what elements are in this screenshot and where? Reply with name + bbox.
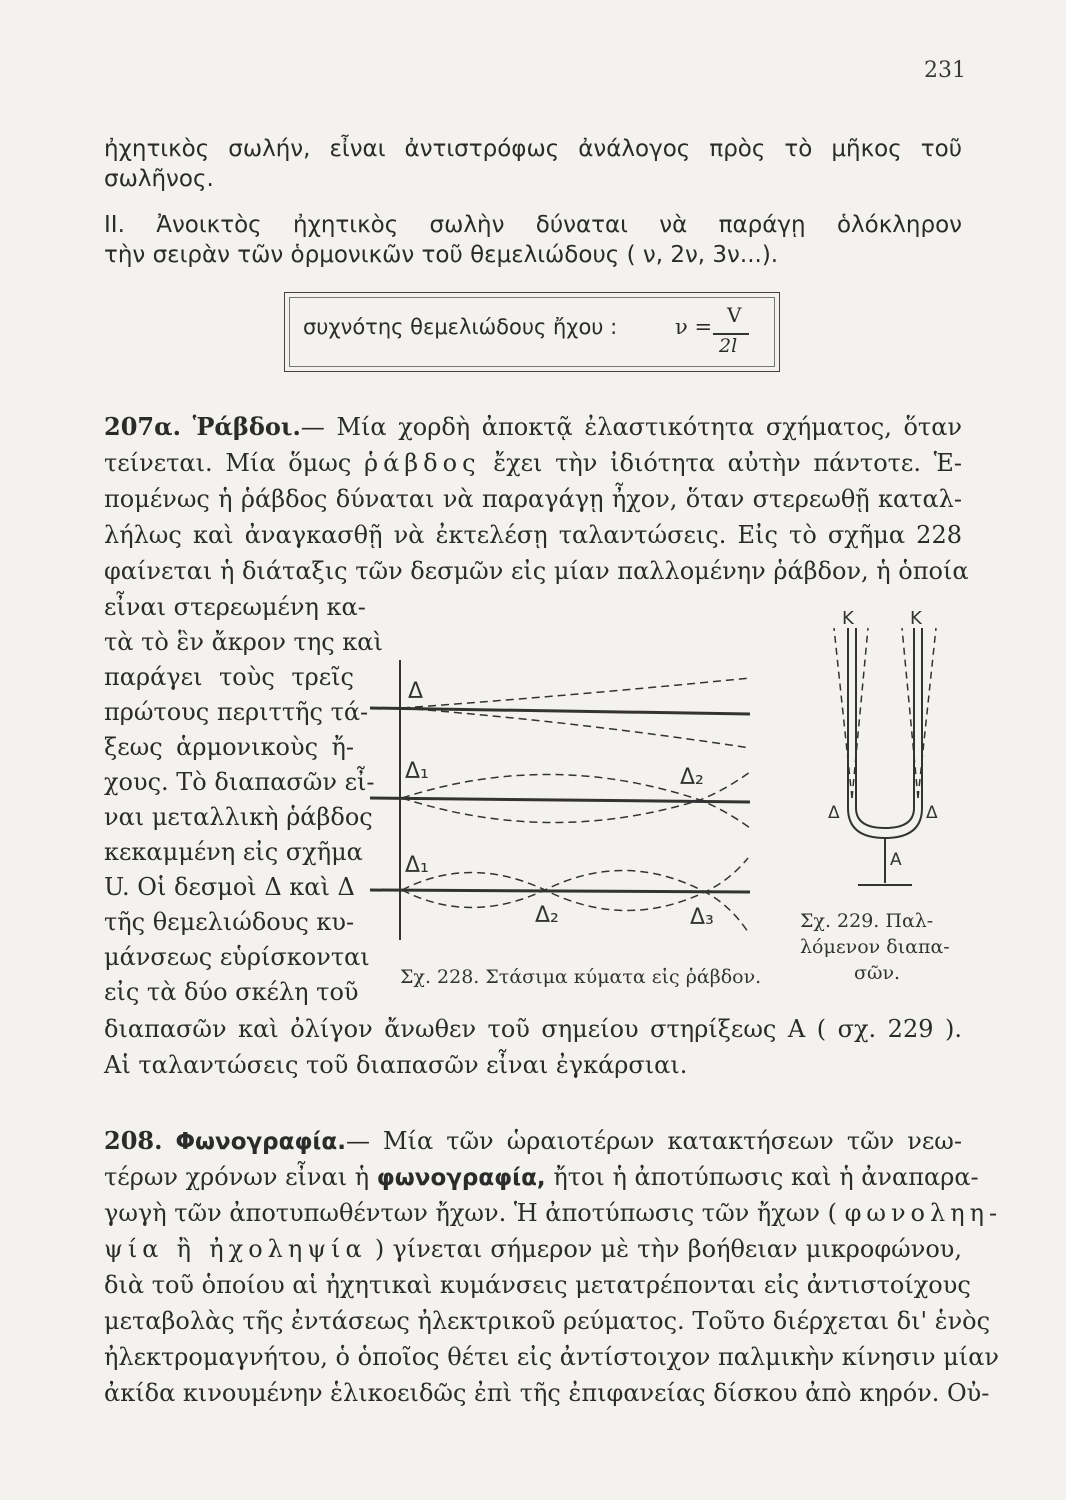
figure-229-caption-line-1: Σχ. 229. Παλ- xyxy=(800,910,934,932)
label-delta1-bot: Δ₁ xyxy=(405,853,429,878)
section-208-spaced-2: ψία ἢ ἠχοληψία xyxy=(104,1235,367,1263)
fork-left-vib-outer xyxy=(834,628,852,798)
narrow-line-4: πρώτους περιττῆς τά- xyxy=(104,698,369,726)
label-delta-right: Δ xyxy=(926,803,938,823)
intro-line-1: ἠχητικὸς σωλήν, εἶναι ἀντιστρόφως ἀνάλογος πρὸς τὸ μῆκος τοῦ xyxy=(104,136,962,162)
fork-left-vib-inner xyxy=(852,628,868,798)
section-208-line-2a: τέρων χρόνων εἶναι ἡ xyxy=(104,1163,370,1191)
formula-lhs: ν = xyxy=(675,315,713,339)
narrow-line-5: ξεως ἁρμονικοὺς ἤ- xyxy=(104,733,354,761)
fork-right-vib-outer xyxy=(918,628,936,798)
section-207-line-2a: τείνεται. Μία ὅμως xyxy=(104,449,352,477)
section-208-line-5: διὰ τοῦ ὁποίου αἱ ἠχητικαὶ κυμάνσεις μετατρέπονται εἰς ἀντιστοίχους xyxy=(104,1271,971,1299)
fork-right-vib-inner xyxy=(902,628,918,798)
section-207-title: Ῥάβδοι. xyxy=(192,412,301,441)
section-208-line-2 xyxy=(104,1162,979,1193)
narrow-line-3: παράγει τοὺς τρεῖς xyxy=(104,663,354,691)
page-number: 231 xyxy=(924,58,966,83)
section-208-line-4 xyxy=(104,1234,962,1264)
label-delta3-bot: Δ₃ xyxy=(690,905,714,930)
formula-numerator: V xyxy=(727,303,742,327)
section-208-title: Φωνογραφία. xyxy=(175,1129,346,1155)
formula-label: συχνότης θεμελιώδους ἤχου : xyxy=(303,315,618,339)
rod-2 xyxy=(370,798,750,802)
wave-3-upper xyxy=(402,858,748,892)
section-207-line-5: φαίνεται ἡ διάταξις τῶν δεσμῶν εἰς μίαν παλλομένην ῥάβδον, ἡ ὁποία xyxy=(104,557,969,585)
section-207-line-2 xyxy=(104,448,962,478)
section-208-line-6: μεταβολὰς τῆς ἐντάσεως ἠλεκτρικοῦ ρεύματος. Τοῦτο διέρχεται δι' ἑνὸς xyxy=(104,1307,991,1335)
section-207-dash: — xyxy=(300,413,325,441)
section-208-bold-term: φωνογραφία, xyxy=(376,1165,546,1191)
intro-line-3: II. Ἀνοικτὸς ἠχητικὸς σωλὴν δύναται νὰ παράγῃ ὁλόκληρον xyxy=(104,212,962,238)
section-207-line-1-text: Μία χορδὴ ἀποκτᾷ ἐλαστικότητα σχήματος, ὅταν xyxy=(336,413,962,441)
figure-229-caption-line-3: σῶν. xyxy=(854,962,901,984)
section-208-spaced-1: φωνοληη- xyxy=(844,1199,1003,1227)
figure-229 xyxy=(820,608,950,898)
label-k-left: K xyxy=(842,608,854,629)
intro-line-2: σωλῆνος. xyxy=(104,166,214,192)
label-delta2-bot: Δ₂ xyxy=(535,903,559,928)
narrow-line-2: τὰ τὸ ἓν ἄκρον της καὶ xyxy=(104,628,383,656)
wave-1-upper xyxy=(402,678,750,708)
label-k-right: K xyxy=(910,608,922,629)
label-delta-top: Δ xyxy=(408,679,424,704)
narrow-line-12: εἰς τὰ δύο σκέλη τοῦ xyxy=(104,978,359,1006)
section-207-after-2: Αἱ ταλαντώσεις τοῦ διαπασῶν εἶναι ἐγκάρσιαι. xyxy=(104,1051,688,1079)
section-208-line-2b: ἤτοι ἡ ἀποτύπωσις καὶ ἡ ἀναπαρα- xyxy=(553,1163,979,1191)
section-208-line-1-text: Μία τῶν ὡραιοτέρων κατακτήσεων τῶν νεω- xyxy=(382,1127,962,1155)
narrow-line-7: ναι μεταλλικὴ ῥάβδος xyxy=(104,803,373,831)
narrow-line-1: εἶναι στερεωμένη κα- xyxy=(104,593,366,621)
figure-229-caption-line-2: λόμενον διαπα- xyxy=(800,936,950,958)
section-207-number: 207α. xyxy=(104,412,181,441)
section-207-line-1 xyxy=(104,412,962,442)
rod-3 xyxy=(370,890,750,892)
section-208-line-7: ἠλεκτρομαγνήτου, ὁ ὁποῖος θέτει εἰς ἀντίστοιχον παλμικὴν κίνησιν μίαν xyxy=(104,1343,999,1371)
narrow-line-10: τῆς θεμελιώδους κυ- xyxy=(104,908,355,936)
formula-box xyxy=(284,292,780,372)
intro-line-4: τὴν σειρὰν τῶν ὁρμονικῶν τοῦ θεμελιώδους ( ν, 2ν, 3ν...). xyxy=(104,242,779,268)
narrow-line-9: U. Οἱ δεσμοὶ Δ καὶ Δ xyxy=(104,873,355,901)
section-207-after-1: διαπασῶν καὶ ὀλίγον ἄνωθεν τοῦ σημείου στηρίξεως Α ( σχ. 229 ). xyxy=(104,1015,962,1043)
narrow-line-8: κεκαμμένη εἰς σχῆμα xyxy=(104,838,363,866)
section-208-line-1 xyxy=(104,1126,962,1157)
section-208-line-3 xyxy=(104,1198,1003,1228)
section-207-line-3: πομένως ἡ ῥάβδος δύναται νὰ παραγάγῃ ἦχον, ὅταν στερεωθῇ καταλ- xyxy=(104,485,962,513)
section-208-line-4b: ) γίνεται σήμερον μὲ τὴν βοήθειαν μικροφώνου, xyxy=(374,1235,962,1263)
section-208-line-3a: γωγὴ τῶν ἀποτυπωθέντων ἤχων. Ἡ ἀποτύπωσις τῶν ἤχων ( xyxy=(104,1199,837,1227)
label-a: A xyxy=(890,850,902,870)
section-208-line-8: ἀκίδα κινουμένην ἑλικοειδῶς ἐπὶ τῆς ἐπιφανείας δίσκου ἀπὸ κηρόν. Οὐ- xyxy=(104,1379,990,1407)
section-208-number: 208. xyxy=(104,1126,163,1155)
section-207-line-2b: ἔχει τὴν ἰδιότητα αὐτὴν πάντοτε. Ἑ- xyxy=(493,449,962,477)
fork-outer xyxy=(848,628,922,838)
fork-inner xyxy=(856,628,914,828)
section-207-line-4: λήλως καὶ ἀναγκασθῇ νὰ ἐκτελέσῃ ταλαντώσεις. Εἰς τὸ σχῆμα 228 xyxy=(104,521,962,549)
narrow-line-11: μάνσεως εὑρίσκονται xyxy=(104,943,370,971)
rod-1 xyxy=(370,708,750,714)
label-delta-left: Δ xyxy=(828,803,840,823)
formula-denominator: 2l xyxy=(719,335,738,357)
figure-228-caption: Σχ. 228. Στάσιμα κύματα εἰς ῥάβδον. xyxy=(400,966,762,988)
figure-228 xyxy=(360,650,770,950)
label-delta2-mid: Δ₂ xyxy=(680,765,704,790)
label-delta1-mid: Δ₁ xyxy=(405,759,429,784)
narrow-line-6: χους. Τὸ διαπασῶν εἶ- xyxy=(104,768,375,796)
section-208-dash: — xyxy=(345,1127,370,1155)
section-207-spaced-word: ῥάβδος xyxy=(363,449,481,477)
